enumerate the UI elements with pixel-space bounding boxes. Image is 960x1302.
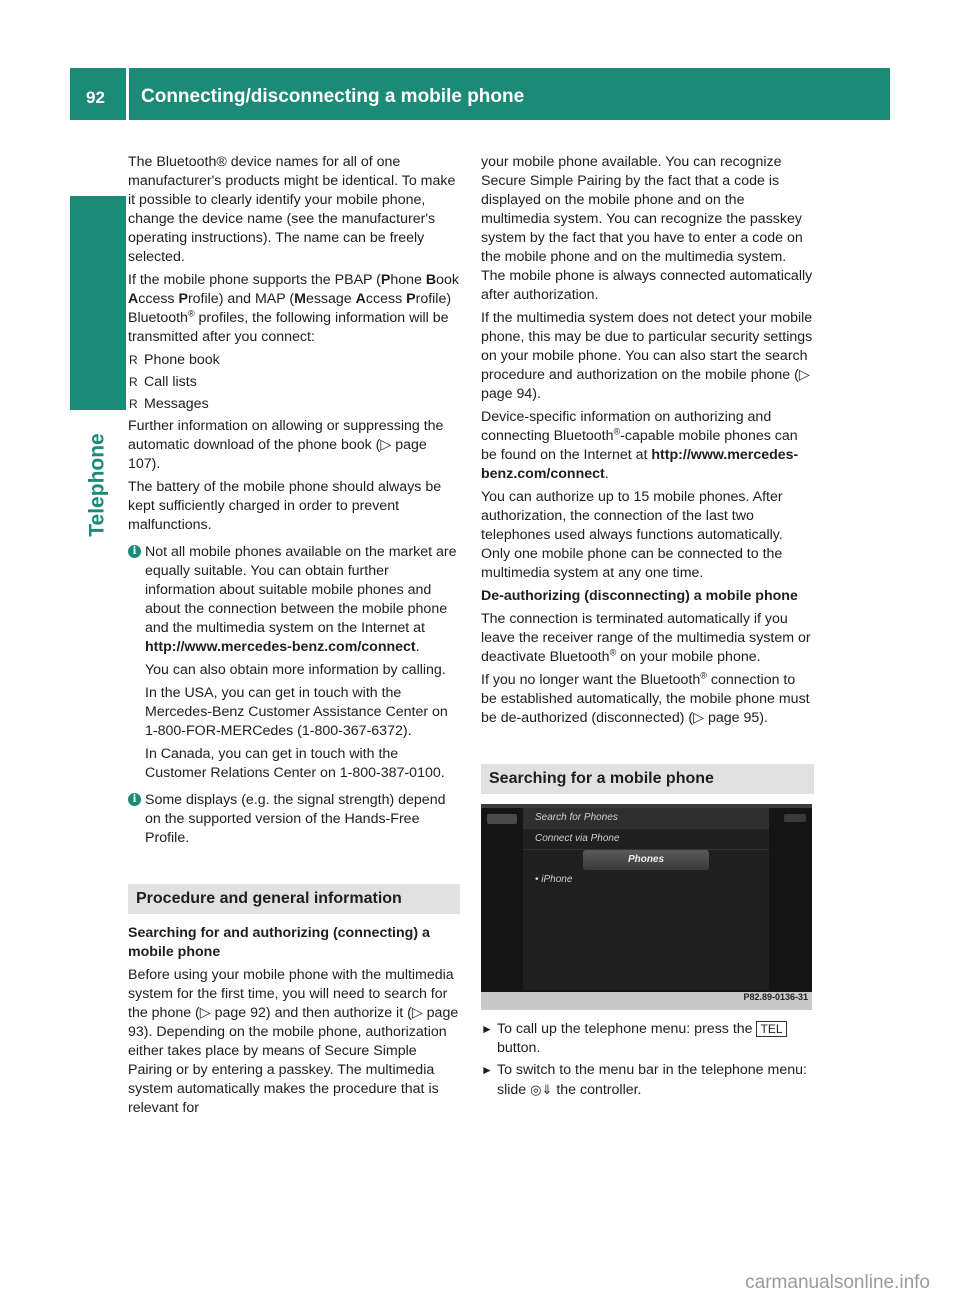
step-arrow-icon: ► bbox=[481, 1022, 493, 1036]
info-paragraph: In Canada, you can get in touch with the Customer Relations Center on 1-800-387-0100. bbox=[145, 746, 445, 781]
list-item-text: Messages bbox=[144, 396, 209, 412]
bold-letter: A bbox=[355, 291, 366, 307]
side-tab bbox=[70, 196, 126, 410]
text: profiles, the following information will be transmitted after you connect: bbox=[128, 310, 449, 345]
step-item bbox=[481, 1020, 814, 1058]
text: on your mobile phone. bbox=[616, 649, 761, 665]
text: To call up the telephone menu: press the bbox=[497, 1021, 757, 1037]
section-heading: Searching for a mobile phone bbox=[481, 764, 814, 794]
url-link[interactable]: http://www.mercedes-benz.com/connect bbox=[481, 447, 799, 482]
menu-item-label: iPhone bbox=[541, 874, 573, 885]
text: . bbox=[604, 466, 609, 482]
text: ccess bbox=[365, 291, 407, 307]
registered-mark: ® bbox=[609, 647, 617, 658]
screen-right-button bbox=[784, 814, 806, 822]
text: ook bbox=[436, 272, 460, 288]
instruction-steps bbox=[481, 1020, 814, 1100]
header-divider bbox=[126, 68, 129, 120]
bold-letter: P bbox=[178, 291, 188, 307]
side-label-text: Telephone bbox=[86, 433, 110, 537]
info-icon: i bbox=[128, 545, 141, 558]
watermark: carmanualsonline.info bbox=[745, 1272, 930, 1293]
side-label bbox=[70, 420, 126, 550]
transmitted-info-list bbox=[128, 351, 460, 414]
menu-item-phones: Phones bbox=[583, 850, 709, 870]
url-link[interactable]: http://www.mercedes-benz.com/connect bbox=[145, 639, 416, 655]
phone-menu bbox=[523, 808, 769, 990]
download-paragraph: Further information on allowing or suppressing the automatic download of the phone book (▷ page 107). bbox=[128, 418, 444, 472]
left-column bbox=[128, 153, 460, 1122]
image-code: P82.89-0136-31 bbox=[743, 992, 808, 1002]
device-info-paragraph bbox=[481, 408, 814, 484]
text: Device-specific information on authorizing and connecting Bluetooth bbox=[481, 409, 772, 444]
text: If you no longer want the Bluetooth bbox=[481, 672, 701, 688]
text: rofile) Bluetooth bbox=[128, 291, 452, 326]
bullet-icon: R bbox=[129, 353, 138, 367]
registered-mark: ® bbox=[700, 670, 707, 681]
text: hone bbox=[390, 272, 426, 288]
subheading: De-authorizing (disconnecting) a mobile phone bbox=[481, 588, 798, 604]
step-arrow-icon: ► bbox=[481, 1063, 493, 1077]
bullet-icon: R bbox=[129, 397, 138, 411]
info-paragraph: In the USA, you can get in touch with the Mercedes-Benz Customer Assistance Center on 1-800-FOR-MERCedes (1-800-367-6372). bbox=[145, 685, 448, 739]
right-column bbox=[481, 153, 814, 1103]
text: -capable mobile phones can be found on the Internet at bbox=[481, 428, 798, 463]
text: To switch to the menu bar in the telephone menu: slide bbox=[497, 1062, 807, 1098]
page-title: Connecting/disconnecting a mobile phone bbox=[141, 86, 525, 107]
info-paragraph bbox=[145, 543, 460, 657]
step-item bbox=[481, 1061, 814, 1100]
bold-letter: A bbox=[128, 291, 139, 307]
controller-slide-icon: ◎⇓ bbox=[530, 1082, 553, 1097]
list-item-text: Call lists bbox=[144, 374, 197, 390]
page-number: 92 bbox=[86, 88, 105, 107]
info-note bbox=[128, 791, 460, 848]
text: . bbox=[415, 639, 420, 655]
bullet-icon: R bbox=[129, 375, 138, 389]
bold-letter: B bbox=[425, 272, 437, 288]
text: Not all mobile phones available on the market are equally suitable. You can obtain further information about suitable mobile phones and about the connection between the mobile phone and the multimedia system on the Internet at bbox=[145, 544, 457, 636]
registered-mark: ® bbox=[187, 308, 195, 319]
authorize-limit-paragraph: You can authorize up to 15 mobile phones. After authorization, the connection of the last two telephones used always functions automatically. Only one mobile phone can be connected to the multimedia system at any one time. bbox=[481, 489, 783, 581]
list-item bbox=[128, 373, 460, 392]
info-paragraph: Some displays (e.g. the signal strength) depend on the supported version of the Hands-Free Profile. bbox=[145, 792, 446, 846]
multimedia-screen-image bbox=[481, 804, 812, 1010]
list-item bbox=[128, 351, 460, 370]
battery-paragraph: The battery of the mobile phone should always be kept sufficiently charged in order to prevent malfunctions. bbox=[128, 479, 442, 533]
device-dot-icon: • bbox=[535, 874, 542, 885]
tel-key-icon: TEL bbox=[756, 1021, 786, 1037]
text: If the mobile phone supports the PBAP ( bbox=[128, 272, 381, 288]
back-icon bbox=[487, 814, 517, 824]
menu-item-connect: Connect via Phone bbox=[523, 829, 769, 850]
pbap-paragraph bbox=[128, 271, 460, 347]
text: essage bbox=[305, 291, 356, 307]
list-item bbox=[128, 395, 460, 414]
bold-letter: P bbox=[380, 272, 391, 288]
list-item-text: Phone book bbox=[144, 352, 220, 368]
text: the controller. bbox=[552, 1082, 642, 1098]
bold-letter: P bbox=[406, 291, 416, 307]
terminated-paragraph bbox=[481, 610, 814, 667]
text: button. bbox=[497, 1040, 541, 1056]
text: The connection is terminated automatically if you leave the receiver range of the multimedia system or deactivate Bluetooth bbox=[481, 611, 811, 665]
text: ccess bbox=[138, 291, 179, 307]
info-note bbox=[128, 543, 460, 783]
subheading: Searching for and authorizing (connecting) a mobile phone bbox=[128, 925, 430, 960]
deauthorize-paragraph bbox=[481, 671, 814, 728]
pairing-paragraph: your mobile phone available. You can recognize Secure Simple Pairing by the fact that a code is displayed on the mobile phone and on the multimedia system. You can recognize the passkey system by the fact that you have to enter a code on the mobile phone and on the multimedia system. The mobile phone is always connected automatically after authorization. bbox=[481, 154, 813, 303]
text: connection to be established automatically, the mobile phone must be de-authorized (disconnected) (▷ page 95). bbox=[481, 672, 810, 726]
bold-letter: M bbox=[294, 291, 306, 307]
bluetooth-names-paragraph: The Bluetooth® device names for all of one manufacturer's products might be identical. To make it possible to clearly identify your mobile phone, change the device name (see the manufacturer's operating instructions). The name can be freely selected. bbox=[128, 154, 456, 265]
before-using-paragraph: Before using your mobile phone with the multimedia system for the first time, you will need to search for the phone (▷ page 92) and then authorize it (▷ page 93). Depending on the mobile phone, authorization either takes place by means of Secure Simple Pairing or by entering a passkey. The multimedia system automatically makes the procedure that is relevant for bbox=[128, 967, 459, 1116]
info-icon: i bbox=[128, 793, 141, 806]
section-heading: Procedure and general information bbox=[128, 884, 460, 914]
text: rofile) and MAP ( bbox=[187, 291, 295, 307]
registered-mark: ® bbox=[613, 426, 621, 437]
info-paragraph: You can also obtain more information by calling. bbox=[145, 662, 446, 678]
detect-paragraph: If the multimedia system does not detect your mobile phone, this may be due to particular security settings on your mobile phone. You can also start the search procedure and authorization on the mobile phone (▷ page 94). bbox=[481, 310, 813, 402]
menu-item-iphone bbox=[523, 870, 769, 890]
menu-item-search: Search for Phones bbox=[523, 808, 769, 829]
